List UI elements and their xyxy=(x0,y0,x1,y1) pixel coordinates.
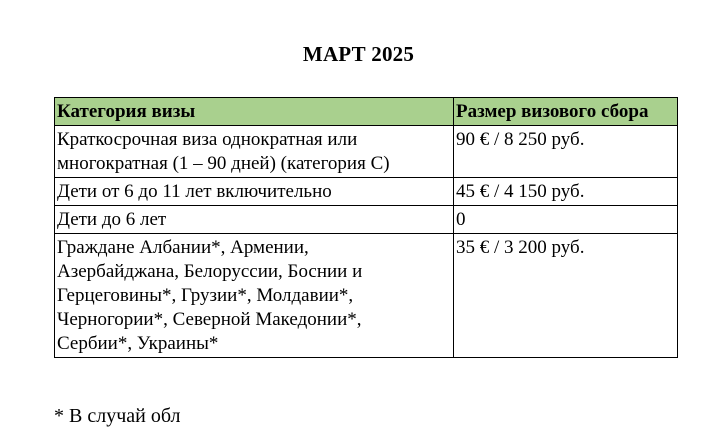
visa-fee-cell: 45 € / 4 150 руб. xyxy=(454,178,678,206)
visa-category-cell: Граждане Албании*, Армении, Азербайджана, Белоруссии, Боснии и Герцеговины*, Грузии*, Молдавии*, Черногории*, Северной Македонии*, Сербии*, Украины* xyxy=(55,234,454,358)
footnote-text: * В случай обл xyxy=(54,405,181,427)
column-header-fee: Размер визового сбора xyxy=(454,98,678,126)
column-header-category: Категория визы xyxy=(55,98,454,126)
table-row xyxy=(55,234,678,358)
table-row xyxy=(55,126,678,178)
visa-fee-cell: 90 € / 8 250 руб. xyxy=(454,126,678,178)
table-header-row xyxy=(55,98,678,126)
page-title: МАРТ 2025 xyxy=(302,42,415,66)
visa-category-cell: Дети от 6 до 11 лет включительно xyxy=(55,178,454,206)
visa-fee-cell: 35 € / 3 200 руб. xyxy=(454,234,678,358)
visa-category-cell: Дети до 6 лет xyxy=(55,206,454,234)
visa-fee-cell: 0 xyxy=(454,206,678,234)
table-row xyxy=(55,178,678,206)
visa-fee-table xyxy=(54,97,678,358)
visa-category-cell: Краткосрочная виза однократная или многократная (1 – 90 дней) (категория С) xyxy=(55,126,454,178)
table-row xyxy=(55,206,678,234)
